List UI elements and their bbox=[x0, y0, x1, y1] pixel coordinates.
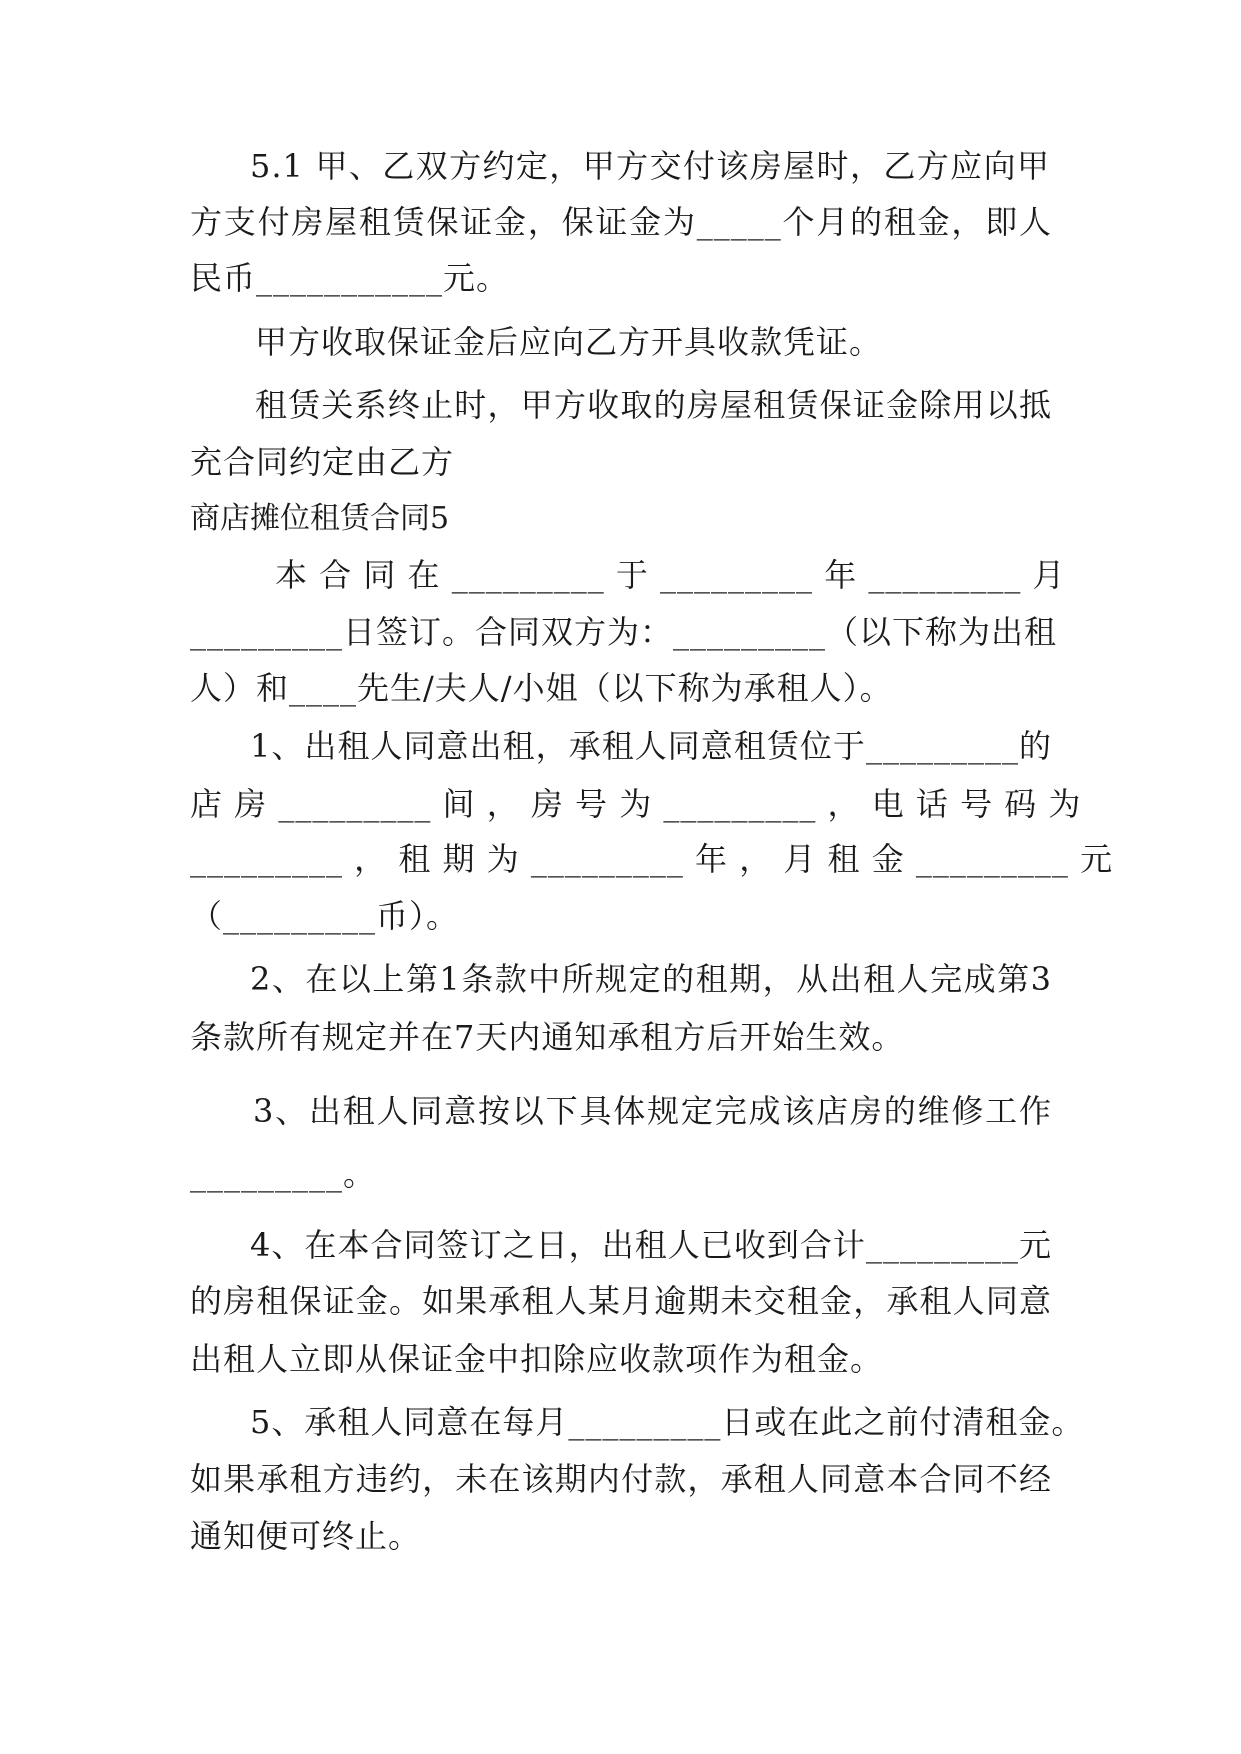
section-title: 商店摊位租赁合同5 bbox=[190, 501, 450, 536]
text-line: 5、承租人同意在每月_________日或在此之前付清租金。 bbox=[250, 1403, 1085, 1441]
text-line: 1、出租人同意出租，承租人同意租赁位于_________的 bbox=[250, 727, 1052, 765]
text-line: （_________币）。 bbox=[190, 897, 460, 935]
text-line: 如果承租方违约，未在该期内付款，承租人同意本合同不经 bbox=[190, 1460, 1052, 1498]
text-line: _________ ， 租 期 为 _________ 年 ， 月 租 金 _________ 元 bbox=[190, 840, 1114, 878]
text-line: 方支付房屋租赁保证金，保证金为_____个月的租金，即人 bbox=[190, 203, 1052, 241]
text-line: 本 合 同 在 _________ 于 _________ 年 _________ 月 bbox=[275, 556, 1066, 594]
text-line: 条款所有规定并在7天内通知承租方后开始生效。 bbox=[190, 1018, 905, 1056]
text-line: 5.1 甲、乙双方约定，甲方交付该房屋时，乙方应向甲 bbox=[250, 147, 1050, 185]
text-line: 甲方收取保证金后应向乙方开具收款凭证。 bbox=[255, 323, 883, 361]
text-line: 人）和____先生/夫人/小姐（以下称为承租人）。 bbox=[190, 669, 893, 707]
text-line: 充合同约定由乙方 bbox=[190, 443, 455, 481]
text-line: 的房租保证金。如果承租人某月逾期未交租金，承租人同意 bbox=[190, 1282, 1052, 1320]
text-line: 民币___________元。 bbox=[190, 259, 510, 297]
text-line: 3、出租人同意按以下具体规定完成该店房的维修工作 bbox=[253, 1092, 1052, 1130]
text-line: 店 房 _________ 间 ， 房 号 为 _________ ， 电 话 号 码 为 bbox=[190, 785, 1082, 823]
text-line: 4、在本合同签订之日，出租人已收到合计_________元 bbox=[250, 1226, 1052, 1264]
text-line: 租赁关系终止时，甲方收取的房屋租赁保证金除用以抵 bbox=[255, 386, 1052, 424]
text-line: 出租人立即从保证金中扣除应收款项作为租金。 bbox=[190, 1340, 884, 1378]
text-line: 2、在以上第1条款中所规定的租期，从出租人完成第3 bbox=[250, 960, 1052, 998]
text-line: _________。 bbox=[190, 1155, 377, 1193]
text-line: _________日签订。合同双方为：_________（以下称为出租 bbox=[190, 613, 1058, 651]
text-line: 通知便可终止。 bbox=[190, 1517, 422, 1555]
